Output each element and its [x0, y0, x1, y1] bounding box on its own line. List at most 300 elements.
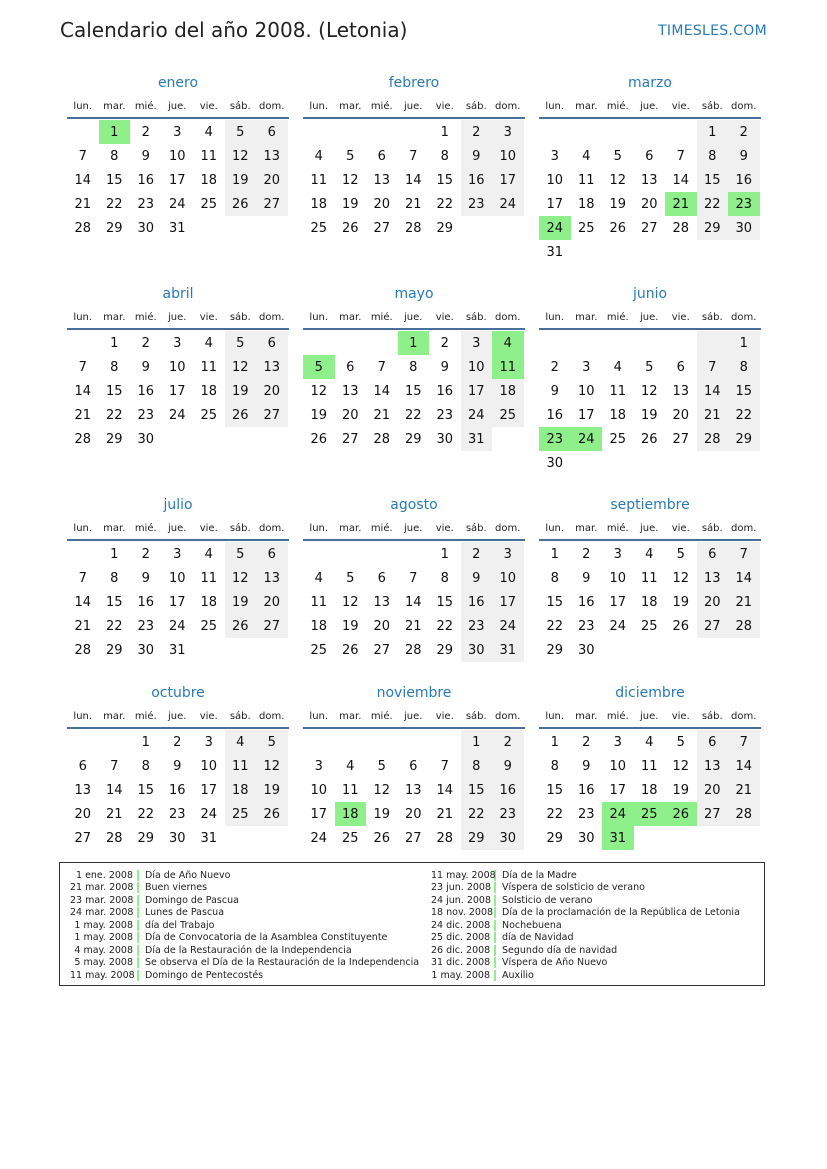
weekday-label: mar.: [339, 522, 362, 534]
holiday-name: Día de la Restauración de la Independencia: [145, 944, 352, 956]
day-cell: 13: [256, 355, 288, 379]
day-cell: 31: [168, 642, 186, 658]
day-cell: 31: [492, 638, 524, 662]
weekday-label: lun.: [73, 522, 93, 534]
weekday-label: jue.: [404, 710, 423, 722]
weekday-label: dom.: [495, 710, 521, 722]
empty-cell: [67, 730, 99, 754]
day-cell: 17: [168, 172, 186, 188]
day-cell: 29: [461, 826, 493, 850]
empty-cell: [303, 120, 335, 144]
day-cell: 30: [728, 216, 760, 240]
weekday-label: vie.: [435, 522, 454, 534]
day-cell: 22: [105, 196, 123, 212]
day-cell: 22: [137, 806, 155, 822]
weekday-label: vie.: [671, 522, 690, 534]
weekday-label: dom.: [259, 522, 285, 534]
day-cell: 12: [256, 754, 288, 778]
day-cell: 25: [310, 220, 328, 236]
day-cell: 16: [577, 782, 595, 798]
weekday-label: lun.: [309, 710, 329, 722]
weekday-header: [539, 306, 761, 330]
weekday-label: jue.: [640, 710, 659, 722]
weekday-label: vie.: [435, 311, 454, 323]
holiday-day-cell: 21: [665, 192, 697, 216]
empty-cell: [602, 331, 634, 355]
day-cell: 7: [728, 730, 760, 754]
day-cell: 17: [492, 168, 524, 192]
day-cell: 1: [440, 546, 449, 562]
day-cell: 19: [640, 407, 658, 423]
day-cell: 4: [204, 335, 213, 351]
day-cell: 11: [310, 594, 328, 610]
day-cell: 26: [640, 431, 658, 447]
weekday-label: jue.: [168, 710, 187, 722]
day-cell: 25: [225, 802, 257, 826]
day-cell: 3: [492, 120, 524, 144]
day-cell: 18: [200, 383, 218, 399]
day-cell: 11: [200, 148, 218, 164]
day-grid: [67, 120, 289, 240]
day-cell: 20: [373, 618, 391, 634]
holiday-date: 24 dic. 2008: [431, 920, 496, 931]
day-cell: 4: [225, 730, 257, 754]
weekday-label: mar.: [103, 522, 126, 534]
day-cell: 9: [461, 144, 493, 168]
day-cell: 2: [141, 335, 150, 351]
day-cell: 29: [436, 642, 454, 658]
day-cell: 13: [640, 172, 658, 188]
day-cell: 15: [105, 172, 123, 188]
day-cell: 30: [577, 830, 595, 846]
weekday-label: vie.: [671, 311, 690, 323]
day-cell: 16: [577, 594, 595, 610]
day-cell: 16: [546, 407, 564, 423]
weekday-label: sáb.: [701, 710, 723, 722]
day-cell: 5: [225, 542, 257, 566]
holiday-date: 1 may. 2008: [70, 920, 139, 931]
day-cell: 28: [105, 830, 123, 846]
day-cell: 6: [377, 570, 386, 586]
day-cell: 21: [436, 806, 454, 822]
day-cell: 10: [200, 758, 218, 774]
holiday-date: 18 nov. 2008: [431, 907, 496, 918]
day-cell: 7: [110, 758, 119, 774]
day-cell: 2: [582, 734, 591, 750]
day-cell: 26: [341, 642, 359, 658]
day-cell: 25: [200, 618, 218, 634]
empty-cell: [335, 120, 367, 144]
day-cell: 23: [168, 806, 186, 822]
holiday-row: [70, 969, 419, 982]
day-cell: 26: [373, 830, 391, 846]
weekday-label: jue.: [640, 522, 659, 534]
day-cell: 15: [461, 778, 493, 802]
day-cell: 19: [225, 168, 257, 192]
empty-cell: [398, 542, 430, 566]
holiday-date: 24 jun. 2008: [431, 895, 496, 906]
weekday-label: mar.: [575, 100, 598, 112]
day-cell: 12: [341, 594, 359, 610]
day-cell: 14: [105, 782, 123, 798]
day-cell: 26: [256, 802, 288, 826]
day-cell: 20: [373, 196, 391, 212]
day-cell: 6: [256, 120, 288, 144]
weekday-label: jue.: [168, 100, 187, 112]
empty-cell: [67, 542, 99, 566]
day-grid: [539, 331, 761, 475]
holiday-day-cell: 24: [602, 802, 634, 826]
weekday-label: sáb.: [465, 100, 487, 112]
day-cell: 2: [461, 542, 493, 566]
empty-cell: [665, 120, 697, 144]
day-cell: 1: [110, 335, 119, 351]
weekday-label: mié.: [370, 311, 393, 323]
holiday-day-cell: 31: [602, 826, 634, 850]
day-cell: 7: [728, 542, 760, 566]
month-name: marzo: [628, 75, 672, 91]
weekday-label: sáb.: [701, 100, 723, 112]
day-cell: 14: [74, 594, 92, 610]
weekday-label: lun.: [309, 522, 329, 534]
day-cell: 29: [728, 427, 760, 451]
day-cell: 27: [672, 431, 690, 447]
empty-cell: [99, 730, 131, 754]
day-cell: 24: [168, 407, 186, 423]
day-cell: 14: [436, 782, 454, 798]
weekday-label: mié.: [134, 710, 157, 722]
day-cell: 17: [546, 196, 564, 212]
weekday-label: lun.: [309, 100, 329, 112]
day-cell: 24: [609, 618, 627, 634]
day-cell: 11: [609, 383, 627, 399]
holiday-day-cell: 18: [335, 802, 367, 826]
weekday-label: jue.: [404, 100, 423, 112]
day-cell: 29: [697, 216, 729, 240]
day-cell: 17: [577, 407, 595, 423]
holiday-day-cell: 23: [728, 192, 760, 216]
day-cell: 14: [74, 383, 92, 399]
holiday-row: [431, 882, 740, 895]
day-cell: 8: [728, 355, 760, 379]
holiday-date: 31 dic. 2008: [431, 957, 496, 968]
day-cell: 29: [105, 642, 123, 658]
day-cell: 17: [168, 383, 186, 399]
holiday-name: Lunes de Pascua: [145, 907, 225, 919]
day-cell: 9: [582, 570, 591, 586]
day-cell: 16: [137, 383, 155, 399]
day-cell: 2: [440, 335, 449, 351]
day-cell: 18: [577, 196, 595, 212]
weekday-label: lun.: [73, 710, 93, 722]
day-cell: 28: [404, 642, 422, 658]
day-cell: 24: [492, 614, 524, 638]
day-cell: 16: [461, 590, 493, 614]
holiday-date: 1 may. 2008: [70, 932, 139, 943]
empty-cell: [366, 730, 398, 754]
day-cell: 10: [461, 355, 493, 379]
brand-link[interactable]: TIMESLES.COM: [658, 23, 767, 39]
day-cell: 20: [341, 407, 359, 423]
empty-cell: [429, 730, 461, 754]
day-cell: 25: [200, 196, 218, 212]
weekday-label: vie.: [435, 710, 454, 722]
weekday-label: sáb.: [701, 311, 723, 323]
day-cell: 27: [404, 830, 422, 846]
day-cell: 9: [141, 359, 150, 375]
day-cell: 8: [697, 144, 729, 168]
day-cell: 25: [341, 830, 359, 846]
day-cell: 2: [173, 734, 182, 750]
day-cell: 28: [373, 431, 391, 447]
day-cell: 18: [200, 594, 218, 610]
day-cell: 24: [168, 196, 186, 212]
day-cell: 10: [546, 172, 564, 188]
weekday-label: dom.: [495, 100, 521, 112]
weekday-label: lun.: [545, 522, 565, 534]
weekday-label: jue.: [168, 311, 187, 323]
day-cell: 30: [461, 638, 493, 662]
day-cell: 4: [204, 124, 213, 140]
day-cell: 25: [310, 642, 328, 658]
weekday-label: dom.: [259, 710, 285, 722]
day-cell: 6: [78, 758, 87, 774]
day-cell: 16: [728, 168, 760, 192]
day-cell: 28: [672, 220, 690, 236]
empty-cell: [67, 120, 99, 144]
day-cell: 14: [728, 754, 760, 778]
day-cell: 27: [640, 220, 658, 236]
weekday-label: mié.: [134, 100, 157, 112]
day-cell: 9: [141, 148, 150, 164]
holiday-name: Buen viernes: [145, 882, 208, 894]
holiday-row: [431, 907, 740, 920]
day-cell: 10: [168, 570, 186, 586]
day-cell: 23: [137, 196, 155, 212]
day-cell: 13: [373, 172, 391, 188]
holiday-name: Domingo de Pentecostés: [145, 969, 264, 981]
holiday-row: [70, 882, 419, 895]
day-cell: 18: [200, 172, 218, 188]
weekday-label: mar.: [575, 311, 598, 323]
day-cell: 12: [225, 355, 257, 379]
day-cell: 29: [436, 220, 454, 236]
weekday-label: vie.: [435, 100, 454, 112]
day-cell: 1: [141, 734, 150, 750]
empty-cell: [303, 542, 335, 566]
day-cell: 7: [697, 355, 729, 379]
day-cell: 1: [697, 120, 729, 144]
day-grid: [303, 120, 525, 240]
holiday-row: [70, 944, 419, 957]
weekday-header: [67, 517, 289, 541]
holiday-name: Nochebuena: [502, 919, 562, 931]
day-cell: 8: [110, 359, 119, 375]
day-cell: 20: [256, 590, 288, 614]
empty-cell: [634, 331, 666, 355]
empty-cell: [67, 331, 99, 355]
day-grid: [303, 331, 525, 451]
day-cell: 22: [546, 618, 564, 634]
day-cell: 23: [492, 802, 524, 826]
weekday-label: jue.: [168, 522, 187, 534]
holiday-name: Se observa el Día de la Restauración de la Independencia: [145, 957, 420, 969]
day-cell: 2: [492, 730, 524, 754]
weekday-label: jue.: [404, 311, 423, 323]
day-cell: 14: [728, 566, 760, 590]
weekday-label: jue.: [640, 100, 659, 112]
day-cell: 3: [461, 331, 493, 355]
day-cell: 9: [550, 383, 559, 399]
day-cell: 10: [168, 359, 186, 375]
empty-cell: [571, 331, 603, 355]
day-cell: 31: [168, 220, 186, 236]
day-cell: 11: [310, 172, 328, 188]
day-cell: 1: [550, 546, 559, 562]
weekday-label: vie.: [199, 522, 218, 534]
day-cell: 31: [461, 427, 493, 451]
holiday-name: Día de Convocatoria de la Asamblea Constituyente: [145, 932, 388, 944]
day-cell: 3: [173, 124, 182, 140]
month-marzo: [539, 74, 761, 264]
day-cell: 23: [137, 407, 155, 423]
holiday-row: [431, 944, 740, 957]
weekday-label: vie.: [671, 710, 690, 722]
day-cell: 9: [728, 144, 760, 168]
day-cell: 20: [640, 196, 658, 212]
day-cell: 24: [200, 806, 218, 822]
weekday-header: [67, 95, 289, 119]
holiday-day-cell: 11: [492, 355, 524, 379]
empty-cell: [398, 120, 430, 144]
day-cell: 19: [256, 778, 288, 802]
weekday-header: [67, 705, 289, 729]
day-cell: 11: [341, 782, 359, 798]
day-cell: 26: [225, 614, 257, 638]
day-cell: 2: [461, 120, 493, 144]
weekday-label: lun.: [545, 710, 565, 722]
weekday-label: sáb.: [465, 311, 487, 323]
holiday-name: Víspera de solsticio de verano: [502, 882, 645, 894]
day-cell: 12: [225, 144, 257, 168]
empty-cell: [539, 331, 571, 355]
day-cell: 7: [409, 148, 418, 164]
weekday-label: dom.: [731, 522, 757, 534]
empty-cell: [602, 120, 634, 144]
day-cell: 1: [440, 124, 449, 140]
day-cell: 13: [256, 566, 288, 590]
day-cell: 9: [461, 566, 493, 590]
day-cell: 17: [461, 379, 493, 403]
day-cell: 4: [314, 570, 323, 586]
month-diciembre: [539, 684, 761, 850]
day-cell: 12: [609, 172, 627, 188]
month-agosto: [303, 496, 525, 662]
holiday-day-cell: 1: [398, 331, 430, 355]
day-cell: 10: [609, 758, 627, 774]
holiday-row: [70, 894, 419, 907]
day-cell: 11: [200, 570, 218, 586]
holiday-day-cell: 23: [539, 427, 571, 451]
weekday-label: vie.: [199, 100, 218, 112]
day-cell: 3: [613, 546, 622, 562]
day-cell: 24: [168, 618, 186, 634]
day-cell: 6: [256, 542, 288, 566]
day-cell: 19: [373, 806, 391, 822]
day-cell: 15: [546, 782, 564, 798]
day-cell: 5: [676, 546, 685, 562]
weekday-label: mar.: [103, 311, 126, 323]
weekday-label: mar.: [339, 710, 362, 722]
day-cell: 13: [373, 594, 391, 610]
holiday-row: [70, 919, 419, 932]
day-cell: 12: [225, 566, 257, 590]
holiday-date: 4 may. 2008: [70, 945, 139, 956]
weekday-label: mar.: [339, 311, 362, 323]
day-cell: 17: [492, 590, 524, 614]
day-cell: 3: [550, 148, 559, 164]
day-cell: 21: [697, 403, 729, 427]
holiday-row: [431, 869, 740, 882]
holiday-day-cell: 24: [571, 427, 603, 451]
day-cell: 4: [645, 546, 654, 562]
day-cell: 13: [341, 383, 359, 399]
weekday-label: sáb.: [465, 522, 487, 534]
day-cell: 11: [577, 172, 595, 188]
day-cell: 10: [609, 570, 627, 586]
day-cell: 16: [137, 172, 155, 188]
empty-cell: [366, 331, 398, 355]
weekday-label: mié.: [606, 522, 629, 534]
day-grid: [303, 542, 525, 662]
day-cell: 23: [461, 614, 493, 638]
day-grid: [67, 331, 289, 451]
month-name: agosto: [390, 497, 438, 513]
holiday-date: 24 mar. 2008: [70, 907, 139, 918]
month-abril: [67, 285, 289, 451]
holiday-day-cell: 4: [492, 331, 524, 355]
holiday-row: [431, 969, 740, 982]
weekday-label: dom.: [731, 311, 757, 323]
day-cell: 15: [404, 383, 422, 399]
day-cell: 1: [728, 331, 760, 355]
day-cell: 28: [74, 431, 92, 447]
day-cell: 5: [377, 758, 386, 774]
day-cell: 8: [110, 148, 119, 164]
holiday-day-cell: 25: [634, 802, 666, 826]
day-cell: 30: [137, 431, 155, 447]
day-cell: 19: [672, 594, 690, 610]
day-cell: 29: [105, 431, 123, 447]
day-cell: 15: [105, 594, 123, 610]
empty-cell: [335, 542, 367, 566]
day-cell: 25: [609, 431, 627, 447]
day-cell: 4: [204, 546, 213, 562]
month-enero: [67, 74, 289, 240]
holiday-list-left: [70, 869, 419, 982]
weekday-header: [303, 95, 525, 119]
day-cell: 8: [141, 758, 150, 774]
day-cell: 21: [74, 407, 92, 423]
day-cell: 19: [341, 196, 359, 212]
day-cell: 3: [492, 542, 524, 566]
day-cell: 7: [440, 758, 449, 774]
holiday-date: 23 mar. 2008: [70, 895, 139, 906]
day-cell: 5: [346, 570, 355, 586]
weekday-label: mié.: [606, 100, 629, 112]
day-cell: 22: [461, 802, 493, 826]
day-cell: 28: [436, 830, 454, 846]
